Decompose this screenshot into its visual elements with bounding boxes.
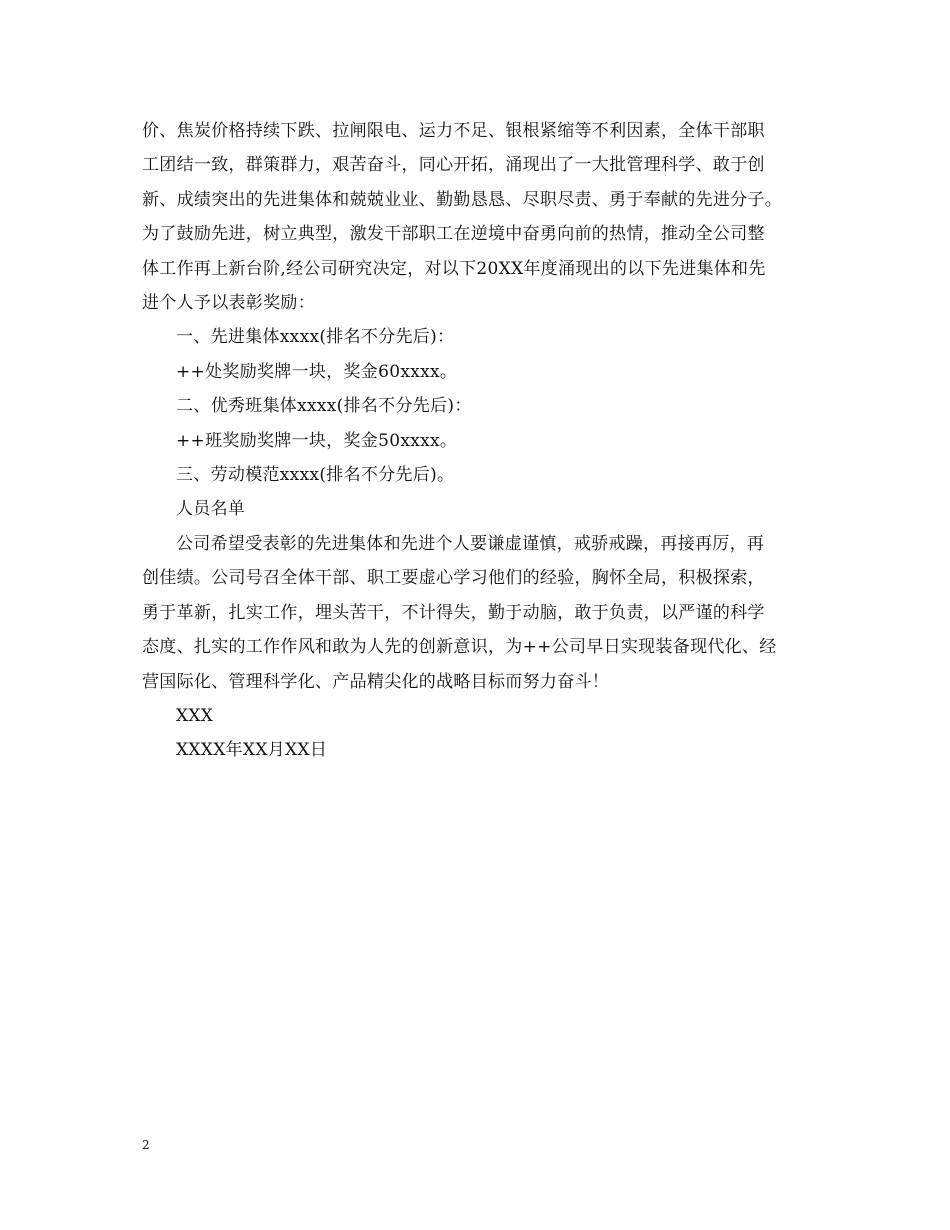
- award-item-class: 二、优秀班集体xxxx(排名不分先后)：: [176, 396, 472, 417]
- award-item-class-prize: ++班奖励奖牌一块，奖金50xxxx。: [176, 430, 458, 451]
- award-item-model-worker: 三、劳动模范xxxx(排名不分先后)。: [176, 465, 455, 486]
- intro-line: 价、焦炭价格持续下跌、拉闸限电、运力不足、银根紧缩等不利因素，全体干部职: [142, 121, 765, 141]
- intro-line: 进个人予以表彰奖励：: [142, 293, 315, 314]
- award-item-collective-prize: ++处奖励奖牌一块，奖金60xxxx。: [176, 361, 458, 382]
- closing-line: 营国际化、管理科学化、产品精尖化的战略目标而努力奋斗！: [142, 671, 610, 692]
- award-item-collective: 一、先进集体xxxx(排名不分先后)：: [176, 327, 455, 348]
- closing-paragraph: [142, 527, 814, 699]
- intro-line: 体工作再上新台阶,经公司研究决定，对以下20XX年度涌现出的以下先进集体和先: [142, 258, 766, 279]
- document-date: XXXX年XX月XX日: [176, 740, 328, 761]
- intro-line: 为了鼓励先进，树立典型，激发干部职工在逆境中奋勇向前的热情，推动全公司整: [142, 224, 765, 245]
- intro-line: 新、成绩突出的先进集体和兢兢业业、勤勤恳恳、尽职尽责、勇于奉献的先进分子。: [142, 189, 783, 210]
- intro-line: 工团结一致，群策群力，艰苦奋斗，同心开拓，涌现出了一大批管理科学、敢于创: [142, 155, 765, 176]
- personnel-list-heading: 人员名单: [176, 499, 246, 520]
- closing-line: 态度、扎实的工作作风和敢为人先的创新意识，为++公司早日实现装备现代化、经: [142, 637, 777, 658]
- signature: XXX: [176, 705, 214, 726]
- closing-line: 勇于革新，扎实工作，埋头苦干，不计得失，勤于动脑，敢于负责，以严谨的科学: [142, 602, 765, 623]
- document-body: [142, 114, 814, 768]
- closing-line: 公司希望受表彰的先进集体和先进个人要谦虚谨慎，戒骄戒躁，再接再厉，再: [176, 533, 765, 554]
- intro-paragraph: [142, 114, 814, 320]
- closing-line: 创佳绩。公司号召全体干部、职工要虚心学习他们的经验，胸怀全局，积极探索，: [142, 568, 765, 589]
- page-number: 2: [142, 1138, 150, 1152]
